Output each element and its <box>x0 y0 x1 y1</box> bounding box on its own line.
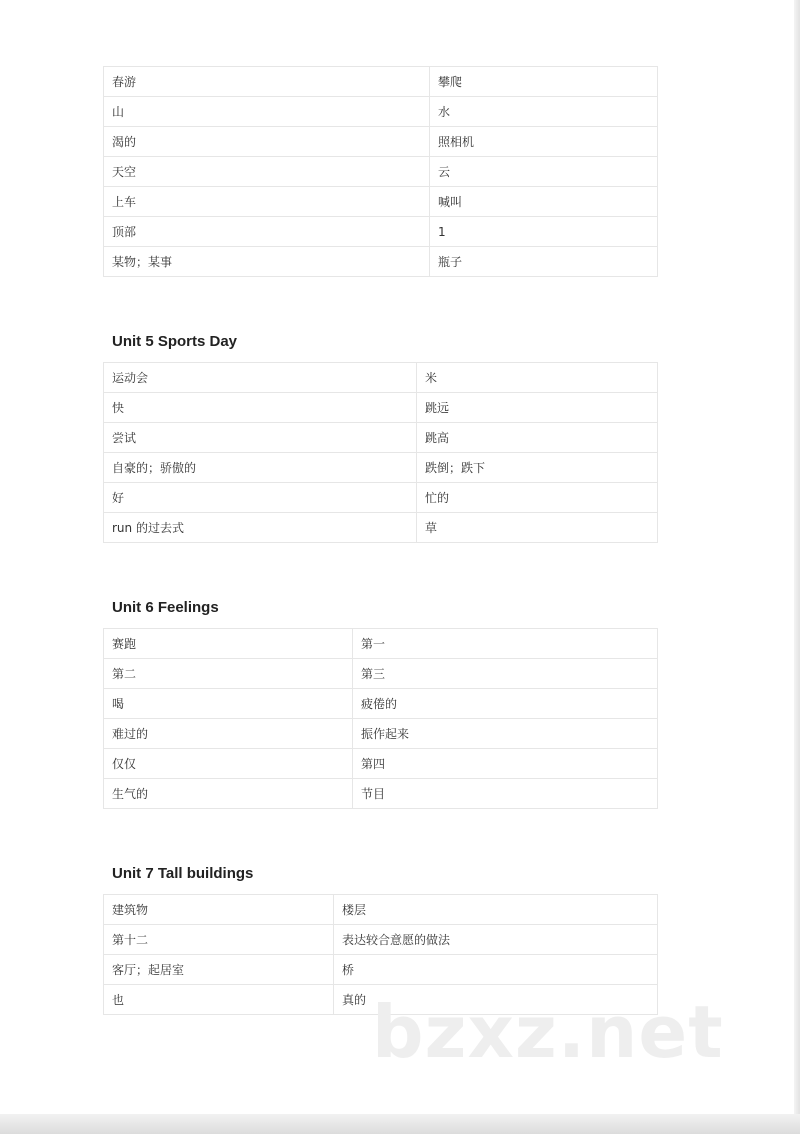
chinese-meaning-cell-right: 疲倦的 <box>353 689 658 719</box>
chinese-meaning-cell: run 的过去式 <box>104 513 417 543</box>
chinese-meaning-cell-right: 第三 <box>353 659 658 689</box>
table-row <box>104 513 658 543</box>
vocab-table <box>103 362 658 543</box>
chinese-meaning-cell: 渴的 <box>104 127 430 157</box>
table-row <box>104 423 658 453</box>
chinese-meaning-cell-right: 节目 <box>353 779 658 809</box>
chinese-meaning-cell-right: 第一 <box>353 629 658 659</box>
chinese-meaning-cell: 运动会 <box>104 363 417 393</box>
chinese-meaning-cell: 某物；某事 <box>104 247 430 277</box>
chinese-meaning-cell-right: 瓶子 <box>430 247 658 277</box>
chinese-meaning-cell: 仅仅 <box>104 749 353 779</box>
table-row <box>104 659 658 689</box>
chinese-meaning-cell: 山 <box>104 97 430 127</box>
chinese-meaning-cell: 建筑物 <box>104 895 334 925</box>
table-row <box>104 217 658 247</box>
unit7-heading: Unit 7 Tall buildings <box>112 865 254 882</box>
chinese-meaning-cell: 生气的 <box>104 779 353 809</box>
chinese-meaning-cell-right: 米 <box>417 363 658 393</box>
chinese-meaning-cell-right: 跳高 <box>417 423 658 453</box>
watermark-text: bzxz.net <box>372 990 724 1074</box>
chinese-meaning-cell: 客厅；起居室 <box>104 955 334 985</box>
chinese-meaning-cell-right: 第四 <box>353 749 658 779</box>
table-row <box>104 895 658 925</box>
chinese-meaning-cell: 第二 <box>104 659 353 689</box>
table-row <box>104 127 658 157</box>
chinese-meaning-cell-right: 跳远 <box>417 393 658 423</box>
table-row <box>104 629 658 659</box>
table-row <box>104 247 658 277</box>
unit6-heading: Unit 6 Feelings <box>112 599 219 616</box>
chinese-meaning-cell: 赛跑 <box>104 629 353 659</box>
table-row <box>104 719 658 749</box>
chinese-meaning-cell: 上车 <box>104 187 430 217</box>
chinese-meaning-cell: 快 <box>104 393 417 423</box>
chinese-meaning-cell: 春游 <box>104 67 430 97</box>
page-bottom-edge <box>0 1114 800 1134</box>
chinese-meaning-cell-right: 跌倒；跌下 <box>417 453 658 483</box>
chinese-meaning-cell-right: 水 <box>430 97 658 127</box>
chinese-meaning-cell-right: 楼层 <box>334 895 658 925</box>
chinese-meaning-cell: 好 <box>104 483 417 513</box>
chinese-meaning-cell-right: 喊叫 <box>430 187 658 217</box>
chinese-meaning-cell-right: 云 <box>430 157 658 187</box>
chinese-meaning-cell-right: 草 <box>417 513 658 543</box>
table-row <box>104 187 658 217</box>
vocab-table <box>103 66 658 277</box>
vocab-table-unit6 <box>103 628 657 809</box>
chinese-meaning-cell-right: 1 <box>430 217 658 247</box>
table-row <box>104 483 658 513</box>
chinese-meaning-cell-right: 桥 <box>334 955 658 985</box>
chinese-meaning-cell-right: 攀爬 <box>430 67 658 97</box>
table-row <box>104 97 658 127</box>
chinese-meaning-cell-right: 振作起来 <box>353 719 658 749</box>
chinese-meaning-cell-right: 忙的 <box>417 483 658 513</box>
unit5-heading: Unit 5 Sports Day <box>112 333 238 350</box>
chinese-meaning-cell: 天空 <box>104 157 430 187</box>
chinese-meaning-cell: 顶部 <box>104 217 430 247</box>
table-row <box>104 779 658 809</box>
chinese-meaning-cell: 自豪的；骄傲的 <box>104 453 417 483</box>
table-row <box>104 749 658 779</box>
table-row <box>104 393 658 423</box>
table-row <box>104 363 658 393</box>
chinese-meaning-cell: 第十二 <box>104 925 334 955</box>
chinese-meaning-cell: 难过的 <box>104 719 353 749</box>
table-row <box>104 925 658 955</box>
chinese-meaning-cell: 喝 <box>104 689 353 719</box>
table-row <box>104 157 658 187</box>
vocab-table-unit4-continued <box>103 66 657 277</box>
table-row <box>104 67 658 97</box>
chinese-meaning-cell-right: 真的 <box>334 985 658 1015</box>
table-row <box>104 453 658 483</box>
chinese-meaning-cell: 也 <box>104 985 334 1015</box>
chinese-meaning-cell-right: 照相机 <box>430 127 658 157</box>
page-edge <box>794 0 800 1134</box>
chinese-meaning-cell: 尝试 <box>104 423 417 453</box>
table-row <box>104 689 658 719</box>
vocab-table-unit5 <box>103 362 657 543</box>
table-row <box>104 955 658 985</box>
chinese-meaning-cell-right: 表达较合意愿的做法 <box>334 925 658 955</box>
vocab-table <box>103 628 658 809</box>
